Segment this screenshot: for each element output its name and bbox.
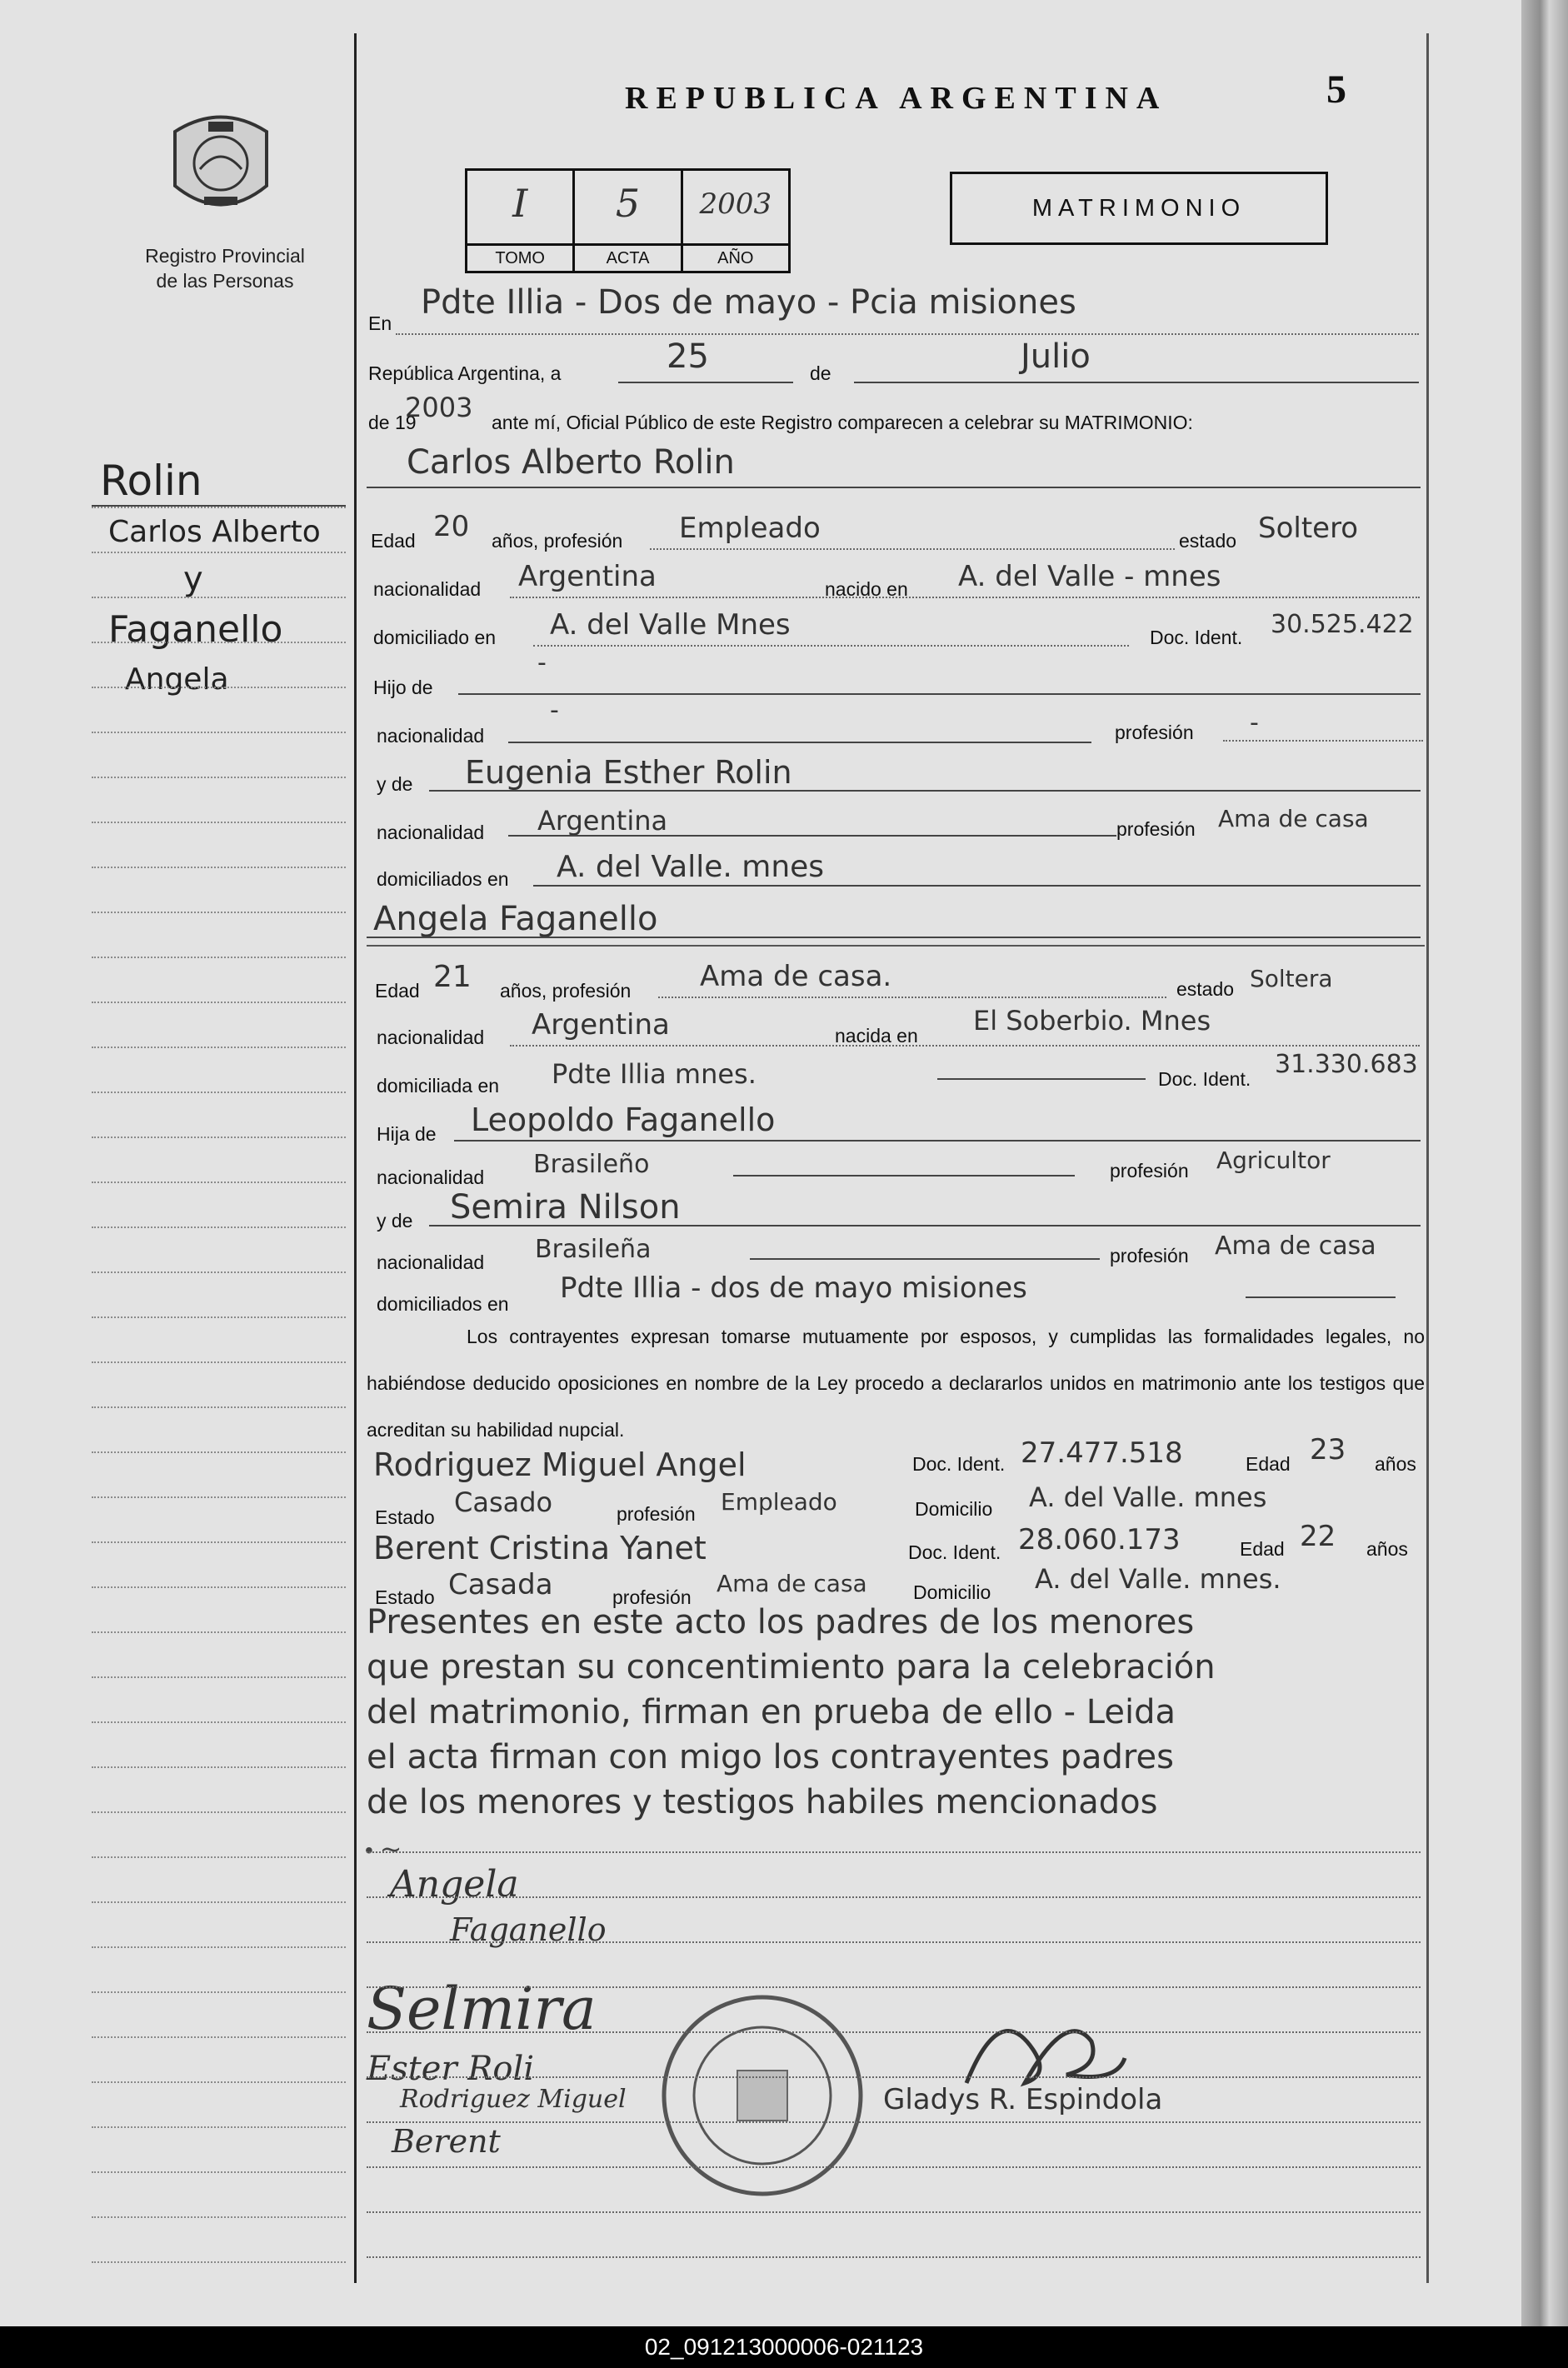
margin-rule-line [92, 1991, 346, 1993]
anos-label: años [1375, 1453, 1416, 1475]
bride-mother-profession: Ama de casa [1215, 1231, 1376, 1261]
anos-label: años [1366, 1538, 1408, 1560]
line [510, 597, 1420, 598]
margin-rule-line [92, 1541, 346, 1543]
profesion-label: profesión [1115, 722, 1194, 743]
groom-nationality: Argentina [518, 560, 657, 593]
page-header: REPUBLICA ARGENTINA [625, 81, 1168, 116]
yde-label: y de [377, 1210, 413, 1231]
witness-2-age: 22 [1300, 1520, 1336, 1553]
margin-rule-line [92, 2081, 346, 2083]
ruled-line [367, 2031, 1421, 2033]
groom-father: - [537, 648, 547, 677]
ruled-line [367, 1896, 1421, 1898]
line [650, 548, 1175, 550]
doc-label: Doc. Ident. [912, 1453, 1006, 1475]
doc-label: Doc. Ident. [1150, 627, 1243, 648]
bride-name: Angela Faganello [373, 900, 658, 938]
nacionalidad-label: nacionalidad [377, 1167, 485, 1188]
provincial-seal-icon [167, 107, 275, 223]
hijo-label: Hijo de [373, 677, 433, 698]
margin-conjunction: y [183, 560, 203, 598]
domiciliados-label: domiciliados en [377, 1293, 509, 1315]
margin-rule-line [92, 2171, 346, 2173]
witness-1-doc: 27.477.518 [1021, 1436, 1183, 1470]
ruled-line [367, 1986, 1421, 1988]
groom-name: Carlos Alberto Rolin [407, 443, 735, 482]
margin-names-2: Angela [125, 662, 229, 697]
bride-parents-domicile: Pdte Illia - dos de mayo misiones [560, 1271, 1027, 1305]
domiciliada-label: domiciliada en [377, 1075, 500, 1097]
estado-label: estado [1179, 530, 1237, 552]
domicilio-label: Domicilio [915, 1498, 993, 1520]
bride-mother-nationality: Brasileña [535, 1235, 652, 1264]
margin-rule-line [92, 1901, 346, 1903]
nacida-label: nacida en [835, 1025, 918, 1047]
ano-label: AÑO [683, 243, 788, 271]
groom-profession: Empleado [679, 512, 821, 545]
margin-names-1: Carlos Alberto [108, 515, 321, 549]
ruled-line [367, 2076, 1421, 2078]
line [510, 1045, 1420, 1047]
margin-rule-line [92, 777, 346, 778]
ruled-line [367, 1941, 1421, 1943]
margin-rule-line [92, 1226, 346, 1228]
margin-rule-line [92, 642, 346, 643]
profesion-label: profesión [617, 1503, 696, 1525]
line [750, 1258, 1100, 1260]
ruled-line [367, 2256, 1421, 2258]
witness-2-profession: Ama de casa [717, 1570, 867, 1597]
margin-rule-line [92, 1811, 346, 1813]
domicilio-label: Domicilio [913, 1581, 991, 1603]
day-value: 25 [667, 337, 709, 376]
bride-age: 21 [433, 960, 472, 994]
profesion-label: profesión [1110, 1160, 1189, 1182]
witness-2-doc: 28.060.173 [1018, 1523, 1181, 1556]
line [454, 1140, 1421, 1142]
en-label: En [368, 312, 392, 334]
line [508, 835, 1116, 837]
margin-rule-line [92, 912, 346, 913]
margin-rule-line [92, 1047, 346, 1048]
margin-rule-line [92, 1496, 346, 1498]
groom-father-profession: - [1250, 708, 1259, 737]
line [429, 1225, 1421, 1226]
ano-value: 2003 [699, 187, 772, 221]
ano-cell [683, 171, 788, 271]
year-value: 2003 [405, 392, 473, 423]
profesion-label: profesión [612, 1586, 692, 1608]
margin-rule-line [92, 1856, 346, 1858]
intro-statement: ante mí, Oficial Público de este Registro comparecen a celebrar su MATRIMONIO: [492, 412, 1193, 433]
line [367, 487, 1421, 488]
ruled-line [367, 2211, 1421, 2213]
signature-mark: • ~ [365, 1833, 402, 1865]
ruled-line [367, 1851, 1421, 1853]
registry-office-name: Registro Provincial de las Personas [145, 245, 305, 292]
margin-rule-line [92, 1946, 346, 1948]
line [1246, 1296, 1396, 1298]
bride-mother: Semira Nilson [450, 1188, 681, 1226]
record-number-box [465, 168, 791, 273]
line [429, 790, 1421, 792]
margin-rule-line [92, 1002, 346, 1003]
profesion-label: profesión [1116, 818, 1196, 840]
nacionalidad-label: nacionalidad [377, 1027, 485, 1048]
signature: Selmira [367, 1975, 597, 2043]
place-value: Pdte Illia - Dos de mayo - Pcia misiones [421, 283, 1076, 322]
margin-rule-line [92, 687, 346, 688]
edad-label: Edad [1240, 1538, 1285, 1560]
de-label: de [810, 362, 831, 384]
line [733, 1175, 1075, 1177]
witness-1-profession: Empleado [721, 1488, 837, 1516]
narrative-line: el acta firman con migo los contrayentes padres [367, 1738, 1174, 1776]
margin-divider [354, 33, 357, 2283]
hija-label: Hija de [377, 1123, 437, 1145]
witness-1-name: Rodriguez Miguel Angel [373, 1446, 747, 1483]
margin-rule-line [92, 1316, 346, 1318]
act-type-box: MATRIMONIO [950, 172, 1328, 245]
domiciliado-label: domiciliado en [373, 627, 497, 648]
margin-rule-line [92, 867, 346, 868]
domiciliados-label: domiciliados en [377, 868, 509, 890]
groom-father-nationality: - [550, 696, 559, 725]
edad-label: Edad [375, 980, 420, 1002]
line [1223, 740, 1423, 742]
margin-rule-line [92, 552, 346, 553]
bride-nationality: Argentina [532, 1008, 670, 1042]
margin-rule-line [92, 507, 346, 508]
bride-profession: Ama de casa. [700, 960, 892, 993]
month-value: Julio [1021, 337, 1091, 376]
witness-1-domicile: A. del Valle. mnes [1029, 1481, 1267, 1513]
bride-birthplace: El Soberbio. Mnes [973, 1005, 1211, 1037]
witness-2-status: Casada [448, 1568, 553, 1601]
line [937, 1078, 1146, 1080]
official-stamp-icon [658, 1991, 866, 2200]
narrative-line: de los menores y testigos habiles mencionados [367, 1783, 1158, 1821]
nacionalidad-label: nacionalidad [373, 578, 482, 600]
groom-parents-domicile: A. del Valle. mnes [557, 850, 825, 884]
line [854, 382, 1419, 383]
groom-civil-status: Soltero [1258, 512, 1359, 545]
official-name: Gladys R. Espindola [883, 2083, 1163, 2116]
page-edge [1521, 0, 1568, 2326]
nacionalidad-label: nacionalidad [377, 822, 485, 843]
line [508, 742, 1091, 743]
nacionalidad-label: nacionalidad [377, 1251, 485, 1273]
margin-rule-line [92, 597, 346, 598]
margin-rule-line [92, 2036, 346, 2038]
tomo-cell [467, 171, 575, 271]
signature: Angela [390, 1863, 519, 1906]
margin-rule-line [92, 1406, 346, 1408]
profesion-label: profesión [1110, 1245, 1189, 1266]
witness-1-age: 23 [1310, 1433, 1346, 1466]
margin-rule-line [92, 1631, 346, 1633]
margin-rule-line [92, 1137, 346, 1138]
margin-rule-line [92, 1451, 346, 1453]
estado-label: Estado [375, 1506, 435, 1528]
nacionalidad-label: nacionalidad [377, 725, 485, 747]
bride-father-profession: Agricultor [1216, 1147, 1331, 1174]
margin-rule-line [92, 2261, 346, 2263]
bride-domicile: Pdte Illia mnes. [552, 1058, 757, 1090]
narrative-line: Presentes en este acto los padres de los menores [367, 1603, 1195, 1641]
margin-rule-line [92, 1361, 346, 1363]
witness-2-domicile: A. del Valle. mnes. [1035, 1563, 1281, 1595]
narrative-line: del matrimonio, firman en prueba de ello - Leida [367, 1693, 1176, 1731]
doc-label: Doc. Ident. [1158, 1068, 1251, 1090]
right-frame-line [1426, 33, 1429, 2283]
line [396, 333, 1419, 335]
acta-cell [575, 171, 682, 271]
margin-rule-line [92, 2216, 346, 2218]
margin-rule-line [92, 1092, 346, 1093]
groom-mother-nationality: Argentina [537, 805, 668, 837]
section-divider [367, 945, 1425, 947]
margin-rule-line [92, 1586, 346, 1588]
margin-rule-line [92, 822, 346, 823]
anos-profesion-label: años, profesión [492, 530, 623, 552]
groom-mother-profession: Ama de casa [1218, 805, 1369, 832]
margin-rule-line [92, 2126, 346, 2128]
acta-label: ACTA [575, 243, 680, 271]
ruled-line [367, 2166, 1421, 2168]
anos-profesion-label: años, profesión [500, 980, 632, 1002]
margin-rule-line [92, 1676, 346, 1678]
declaration-text: Los contrayentes expresan tomarse mutuamente por esposos, y cumplidas las formalidades legales, no habiéndose deducido oposiciones en nombre de la Ley procedo a declararlos unidos en matrimonio ante los testigos que acreditan su habilidad nupcial. [367, 1326, 1425, 1441]
margin-rule-line [92, 1182, 346, 1183]
tomo-value: I [512, 181, 528, 226]
witness-2-name: Berent Cristina Yanet [373, 1530, 707, 1566]
year-prefix: de 19 [368, 412, 417, 433]
margin-rule-line [92, 1766, 346, 1768]
margin-rule-line [92, 957, 346, 958]
margin-surname-2: Faganello [108, 608, 283, 651]
margin-surname-1: Rolin [100, 457, 202, 505]
acta-value: 5 [615, 181, 641, 226]
republic-label: República Argentina, a [368, 362, 562, 384]
margin-rule-line [92, 1271, 346, 1273]
doc-label: Doc. Ident. [908, 1541, 1001, 1563]
line [533, 885, 1421, 887]
margin-rule-line [92, 732, 346, 733]
nacido-label: nacido en [825, 578, 908, 600]
page-number: 5 [1326, 67, 1346, 112]
signature: Faganello [450, 1911, 607, 1948]
tomo-label: TOMO [467, 243, 572, 271]
narrative-line: que prestan su concentimiento para la celebración [367, 1648, 1216, 1686]
ruled-line [367, 2121, 1421, 2123]
edad-label: Edad [1246, 1453, 1291, 1475]
line [367, 937, 1421, 938]
margin-rule-line [92, 1721, 346, 1723]
estado-label: Estado [375, 1586, 435, 1608]
estado-label: estado [1176, 978, 1235, 1000]
bride-father: Leopoldo Faganello [471, 1102, 776, 1138]
groom-mother: Eugenia Esther Rolin [465, 754, 792, 791]
groom-domicile: A. del Valle Mnes [550, 608, 791, 642]
signature: Rodriguez Miguel [400, 2085, 627, 2114]
bride-father-nationality: Brasileño [533, 1150, 650, 1179]
signature: Ester Roli [367, 2050, 535, 2088]
edad-label: Edad [371, 530, 416, 552]
line [618, 382, 793, 383]
groom-doc: 30.525.422 [1271, 610, 1414, 639]
line [658, 997, 1166, 998]
signature: Berent [392, 2123, 501, 2160]
line [533, 645, 1129, 647]
yde-label: y de [377, 773, 413, 795]
groom-age: 20 [433, 510, 470, 543]
scan-id: 02_091213000006-021123 [0, 2326, 1568, 2368]
line [458, 693, 1421, 695]
bride-doc: 31.330.683 [1275, 1050, 1418, 1079]
bride-civil-status: Soltera [1250, 965, 1333, 992]
witness-1-status: Casado [454, 1486, 553, 1518]
groom-birthplace: A. del Valle - mnes [958, 560, 1221, 593]
